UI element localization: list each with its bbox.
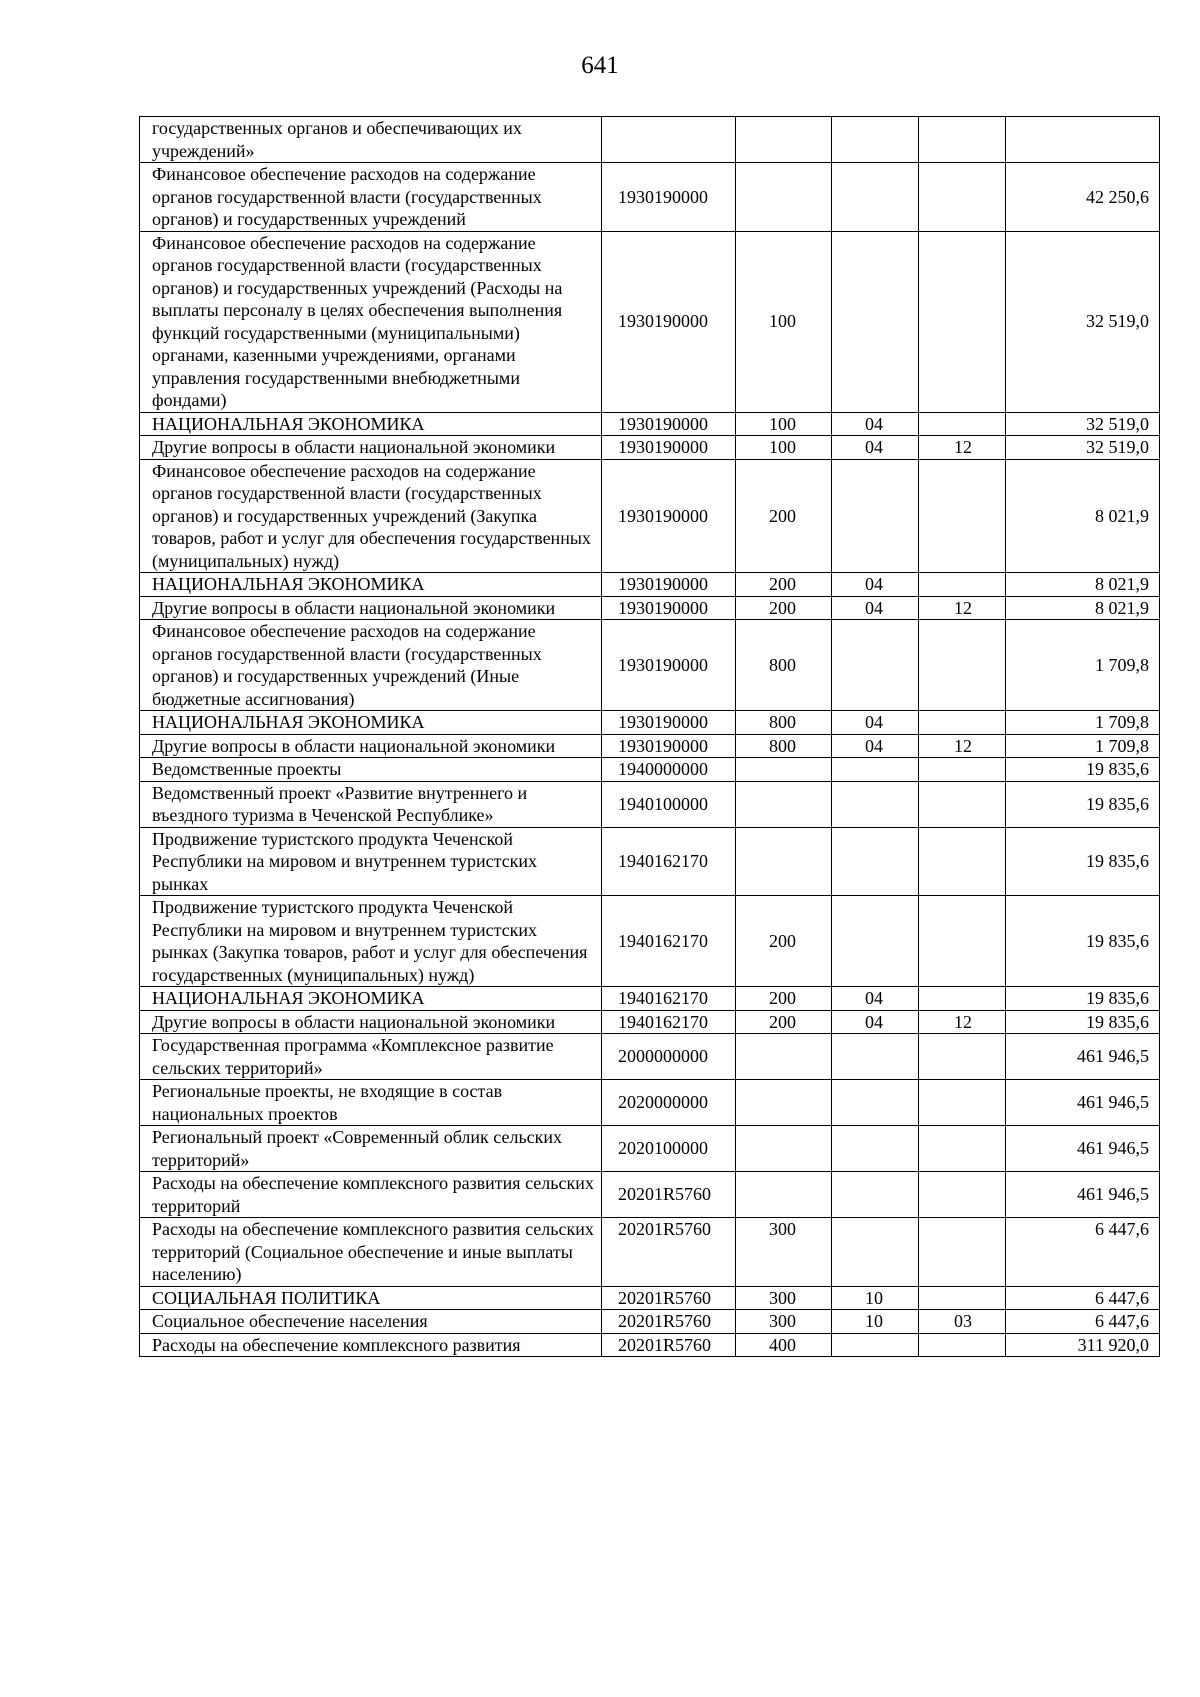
row-amount-cell: 1 709,8 [1006, 620, 1160, 711]
row-subsection-cell [919, 827, 1006, 896]
table-row [140, 1310, 1160, 1334]
row-section-cell [832, 758, 919, 782]
row-subsection-cell: 12 [919, 436, 1006, 460]
row-amount-cell: 8 021,9 [1006, 596, 1160, 620]
row-name-cell: Региональные проекты, не входящие в состав национальных проектов [140, 1080, 602, 1126]
row-code-cell: 1930190000 [602, 459, 736, 573]
row-code-cell: 2020000000 [602, 1080, 736, 1126]
table-row [140, 896, 1160, 987]
row-subsection-cell [919, 1034, 1006, 1080]
row-section-cell [832, 1080, 919, 1126]
row-section-cell [832, 1333, 919, 1357]
table-row [140, 117, 1160, 163]
row-name-cell: Другие вопросы в области национальной экономики [140, 596, 602, 620]
row-name-cell: Расходы на обеспечение комплексного развития [140, 1333, 602, 1357]
row-expense-type-cell [736, 781, 832, 827]
row-subsection-cell [919, 620, 1006, 711]
row-name-cell: Финансовое обеспечение расходов на содержание органов государственной власти (государственных органов) и государственных учреждений [140, 163, 602, 232]
row-subsection-cell [919, 896, 1006, 987]
row-section-cell: 04 [832, 1010, 919, 1034]
row-code-cell: 1930190000 [602, 573, 736, 597]
row-name-cell: НАЦИОНАЛЬНАЯ ЭКОНОМИКА [140, 412, 602, 436]
table-row [140, 596, 1160, 620]
row-amount-cell: 1 709,8 [1006, 734, 1160, 758]
row-name-cell: НАЦИОНАЛЬНАЯ ЭКОНОМИКА [140, 573, 602, 597]
table-row [140, 827, 1160, 896]
row-code-cell [602, 117, 736, 163]
row-amount-cell: 6 447,6 [1006, 1286, 1160, 1310]
table-row [140, 1034, 1160, 1080]
row-name-cell: Финансовое обеспечение расходов на содержание органов государственной власти (государственных органов) и государственных учреждений (Расходы на выплаты персоналу в целях обеспечения выполнения функций государственными (муниципальными) органами, казенными учреждениями, органами управления государственными внебюджетными фондами) [140, 231, 602, 412]
table-row [140, 758, 1160, 782]
row-subsection-cell [919, 987, 1006, 1011]
row-expense-type-cell: 800 [736, 620, 832, 711]
table-row [140, 734, 1160, 758]
row-code-cell: 1930190000 [602, 734, 736, 758]
row-name-cell: Другие вопросы в области национальной экономики [140, 734, 602, 758]
table-row [140, 573, 1160, 597]
row-code-cell: 1930190000 [602, 436, 736, 460]
row-expense-type-cell: 800 [736, 711, 832, 735]
row-expense-type-cell: 200 [736, 1010, 832, 1034]
table-row [140, 620, 1160, 711]
row-code-cell: 1940162170 [602, 987, 736, 1011]
row-name-cell: Финансовое обеспечение расходов на содержание органов государственной власти (государственных органов) и государственных учреждений (Иные бюджетные ассигнования) [140, 620, 602, 711]
row-name-cell: Расходы на обеспечение комплексного развития сельских территорий (Социальное обеспечение и иные выплаты населению) [140, 1218, 602, 1287]
row-code-cell: 2020100000 [602, 1126, 736, 1172]
table-row [140, 987, 1160, 1011]
table-row [140, 1218, 1160, 1287]
row-section-cell: 04 [832, 436, 919, 460]
row-expense-type-cell: 400 [736, 1333, 832, 1357]
row-code-cell: 20201R5760 [602, 1310, 736, 1334]
row-amount-cell: 1 709,8 [1006, 711, 1160, 735]
row-section-cell: 04 [832, 711, 919, 735]
row-section-cell: 04 [832, 596, 919, 620]
row-code-cell: 20201R5760 [602, 1172, 736, 1218]
row-subsection-cell [919, 711, 1006, 735]
row-section-cell: 10 [832, 1310, 919, 1334]
row-amount-cell [1006, 117, 1160, 163]
table-row [140, 231, 1160, 412]
row-subsection-cell [919, 412, 1006, 436]
row-expense-type-cell: 300 [736, 1218, 832, 1287]
row-code-cell: 1930190000 [602, 231, 736, 412]
row-amount-cell: 461 946,5 [1006, 1034, 1160, 1080]
row-subsection-cell [919, 459, 1006, 573]
row-code-cell: 1940162170 [602, 827, 736, 896]
budget-table [139, 116, 1160, 1357]
row-name-cell: Ведомственный проект «Развитие внутреннего и въездного туризма в Чеченской Республике» [140, 781, 602, 827]
row-code-cell: 1940162170 [602, 896, 736, 987]
row-expense-type-cell: 300 [736, 1310, 832, 1334]
row-subsection-cell: 12 [919, 1010, 1006, 1034]
row-expense-type-cell: 200 [736, 596, 832, 620]
table-row [140, 1126, 1160, 1172]
row-section-cell [832, 1126, 919, 1172]
row-expense-type-cell: 200 [736, 987, 832, 1011]
row-code-cell: 1930190000 [602, 412, 736, 436]
row-name-cell: Социальное обеспечение населения [140, 1310, 602, 1334]
row-section-cell: 10 [832, 1286, 919, 1310]
row-amount-cell: 19 835,6 [1006, 758, 1160, 782]
row-section-cell: 04 [832, 987, 919, 1011]
table-row [140, 781, 1160, 827]
row-name-cell: Финансовое обеспечение расходов на содержание органов государственной власти (государственных органов) и государственных учреждений (Закупка товаров, работ и услуг для обеспечения государственных (муниципальных) нужд) [140, 459, 602, 573]
row-amount-cell: 32 519,0 [1006, 436, 1160, 460]
table-row [140, 1172, 1160, 1218]
row-code-cell: 1930190000 [602, 596, 736, 620]
row-section-cell [832, 1218, 919, 1287]
row-amount-cell: 32 519,0 [1006, 231, 1160, 412]
row-amount-cell: 8 021,9 [1006, 459, 1160, 573]
row-name-cell: Другие вопросы в области национальной экономики [140, 436, 602, 460]
row-code-cell: 1940000000 [602, 758, 736, 782]
table-row [140, 1010, 1160, 1034]
row-section-cell [832, 117, 919, 163]
row-name-cell: СОЦИАЛЬНАЯ ПОЛИТИКА [140, 1286, 602, 1310]
row-subsection-cell [919, 163, 1006, 232]
row-expense-type-cell [736, 1034, 832, 1080]
row-section-cell [832, 163, 919, 232]
row-expense-type-cell: 300 [736, 1286, 832, 1310]
row-section-cell: 04 [832, 573, 919, 597]
row-section-cell: 04 [832, 734, 919, 758]
row-expense-type-cell [736, 163, 832, 232]
row-name-cell: Другие вопросы в области национальной экономики [140, 1010, 602, 1034]
table-row [140, 412, 1160, 436]
table-row [140, 711, 1160, 735]
row-expense-type-cell [736, 117, 832, 163]
row-subsection-cell [919, 1172, 1006, 1218]
row-expense-type-cell: 100 [736, 436, 832, 460]
row-section-cell [832, 1172, 919, 1218]
row-subsection-cell [919, 231, 1006, 412]
row-subsection-cell [919, 1333, 1006, 1357]
row-name-cell: Продвижение туристского продукта Чеченской Республики на мировом и внутреннем туристских рынках [140, 827, 602, 896]
row-name-cell: НАЦИОНАЛЬНАЯ ЭКОНОМИКА [140, 987, 602, 1011]
row-subsection-cell [919, 781, 1006, 827]
row-code-cell: 1930190000 [602, 163, 736, 232]
row-code-cell: 1940162170 [602, 1010, 736, 1034]
row-expense-type-cell: 100 [736, 231, 832, 412]
row-code-cell: 1940100000 [602, 781, 736, 827]
row-amount-cell: 311 920,0 [1006, 1333, 1160, 1357]
row-amount-cell: 6 447,6 [1006, 1218, 1160, 1287]
row-section-cell [832, 1034, 919, 1080]
row-section-cell [832, 896, 919, 987]
row-subsection-cell [919, 117, 1006, 163]
row-amount-cell: 461 946,5 [1006, 1080, 1160, 1126]
row-subsection-cell: 12 [919, 596, 1006, 620]
row-amount-cell: 8 021,9 [1006, 573, 1160, 597]
row-section-cell: 04 [832, 412, 919, 436]
row-expense-type-cell: 200 [736, 896, 832, 987]
row-amount-cell: 19 835,6 [1006, 896, 1160, 987]
row-subsection-cell: 03 [919, 1310, 1006, 1334]
row-expense-type-cell [736, 1080, 832, 1126]
row-code-cell: 1930190000 [602, 711, 736, 735]
page-number: 641 [581, 52, 619, 79]
row-section-cell [832, 827, 919, 896]
table-row [140, 1286, 1160, 1310]
row-expense-type-cell: 100 [736, 412, 832, 436]
row-subsection-cell [919, 1286, 1006, 1310]
row-expense-type-cell [736, 827, 832, 896]
row-expense-type-cell: 800 [736, 734, 832, 758]
row-name-cell: Расходы на обеспечение комплексного развития сельских территорий [140, 1172, 602, 1218]
row-code-cell: 2000000000 [602, 1034, 736, 1080]
row-subsection-cell: 12 [919, 734, 1006, 758]
row-subsection-cell [919, 758, 1006, 782]
row-expense-type-cell [736, 758, 832, 782]
row-section-cell [832, 231, 919, 412]
row-subsection-cell [919, 573, 1006, 597]
budget-table-body [140, 117, 1160, 1357]
row-code-cell: 20201R5760 [602, 1286, 736, 1310]
table-row [140, 163, 1160, 232]
table-row [140, 436, 1160, 460]
row-amount-cell: 461 946,5 [1006, 1126, 1160, 1172]
row-amount-cell: 19 835,6 [1006, 827, 1160, 896]
table-row [140, 1333, 1160, 1357]
row-name-cell: Государственная программа «Комплексное развитие сельских территорий» [140, 1034, 602, 1080]
row-expense-type-cell: 200 [736, 459, 832, 573]
row-name-cell: Продвижение туристского продукта Чеченской Республики на мировом и внутреннем туристских рынках (Закупка товаров, работ и услуг для обеспечения государственных (муниципальных) нужд) [140, 896, 602, 987]
table-row [140, 459, 1160, 573]
row-amount-cell: 6 447,6 [1006, 1310, 1160, 1334]
row-name-cell: НАЦИОНАЛЬНАЯ ЭКОНОМИКА [140, 711, 602, 735]
row-section-cell [832, 781, 919, 827]
row-section-cell [832, 620, 919, 711]
row-expense-type-cell [736, 1126, 832, 1172]
row-name-cell: Ведомственные проекты [140, 758, 602, 782]
row-amount-cell: 32 519,0 [1006, 412, 1160, 436]
row-amount-cell: 19 835,6 [1006, 781, 1160, 827]
row-code-cell: 1930190000 [602, 620, 736, 711]
row-subsection-cell [919, 1126, 1006, 1172]
row-amount-cell: 42 250,6 [1006, 163, 1160, 232]
row-expense-type-cell [736, 1172, 832, 1218]
row-code-cell: 20201R5760 [602, 1333, 736, 1357]
row-amount-cell: 19 835,6 [1006, 1010, 1160, 1034]
row-amount-cell: 19 835,6 [1006, 987, 1160, 1011]
row-amount-cell: 461 946,5 [1006, 1172, 1160, 1218]
row-name-cell: Региональный проект «Современный облик сельских территорий» [140, 1126, 602, 1172]
row-name-cell: государственных органов и обеспечивающих их учреждений» [140, 117, 602, 163]
table-row [140, 1080, 1160, 1126]
row-section-cell [832, 459, 919, 573]
row-code-cell: 20201R5760 [602, 1218, 736, 1287]
row-subsection-cell [919, 1080, 1006, 1126]
row-expense-type-cell: 200 [736, 573, 832, 597]
row-subsection-cell [919, 1218, 1006, 1287]
